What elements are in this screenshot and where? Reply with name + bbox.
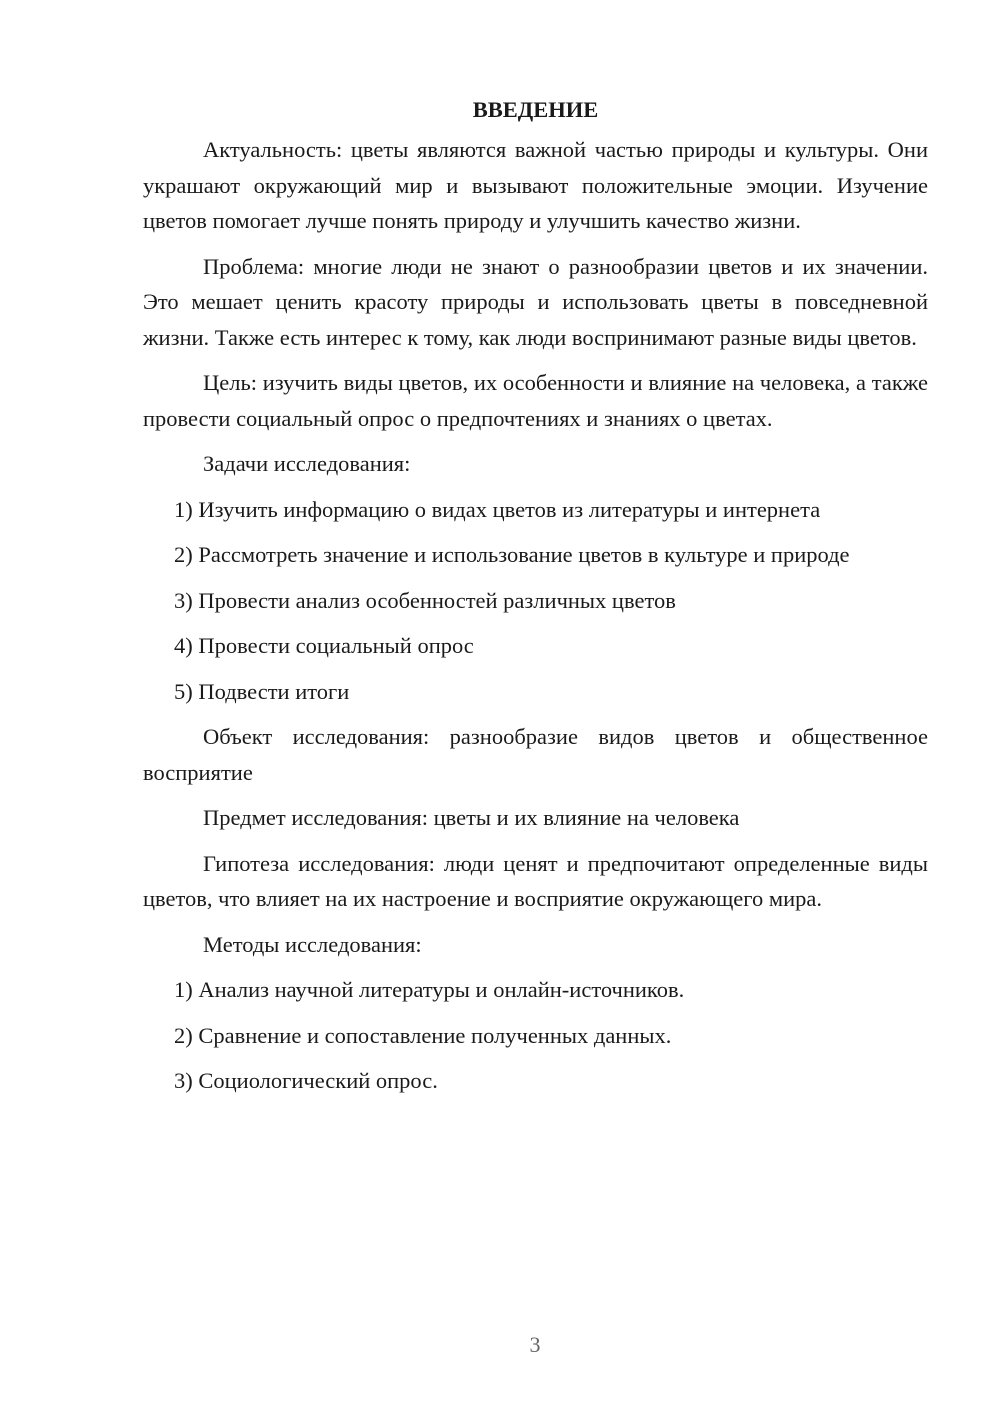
page-number: 3 [529,1332,541,1357]
problem-paragraph: Проблема: многие люди не знают о разнообразии цветов и их значении. Это мешает ценить красоту природы и использовать цветы в повседневной жизни. Также есть интерес к тому, как люди воспринимают разные виды цветов. [143,253,928,350]
task-item: 3) Провести анализ особенностей различных цветов [174,587,676,613]
task-item: 5) Подвести итоги [174,678,350,704]
method-item: 2) Сравнение и сопоставление полученных данных. [174,1022,672,1048]
subject-paragraph: Предмет исследования: цветы и их влияние на человека [203,805,740,830]
methods-label: Методы исследования: [203,931,422,957]
hypothesis-paragraph: Гипотеза исследования: люди ценят и предпочитают определенные виды цветов, что влияет на их настроение и восприятие окружающего мира. [143,850,928,911]
tasks-label: Задачи исследования: [203,451,411,476]
task-item: 1) Изучить информацию о видах цветов из литературы и интернета [174,496,821,522]
method-item: 3) Социологический опрос. [174,1068,438,1093]
page-title: ВВЕДЕНИЕ [472,97,599,122]
page-content [143,92,928,1109]
task-item: 4) Провести социальный опрос [174,633,474,658]
method-item: 1) Анализ научной литературы и онлайн-источников. [174,977,685,1002]
goal-paragraph: Цель: изучить виды цветов, их особенности и влияние на человека, а также провести социальный опрос о предпочтениях и знаниях о цветах. [143,370,928,431]
object-paragraph: Объект исследования: разнообразие видов цветов и общественное восприятие [143,724,928,785]
task-item: 2) Рассмотреть значение и использование цветов в культуре и природе [174,542,850,567]
relevance-paragraph: Актуальность: цветы являются важной частью природы и культуры. Они украшают окружающий мир и вызывают положительные эмоции. Изучение цветов помогает лучше понять природу и улучшить качество жизни. [143,137,928,233]
